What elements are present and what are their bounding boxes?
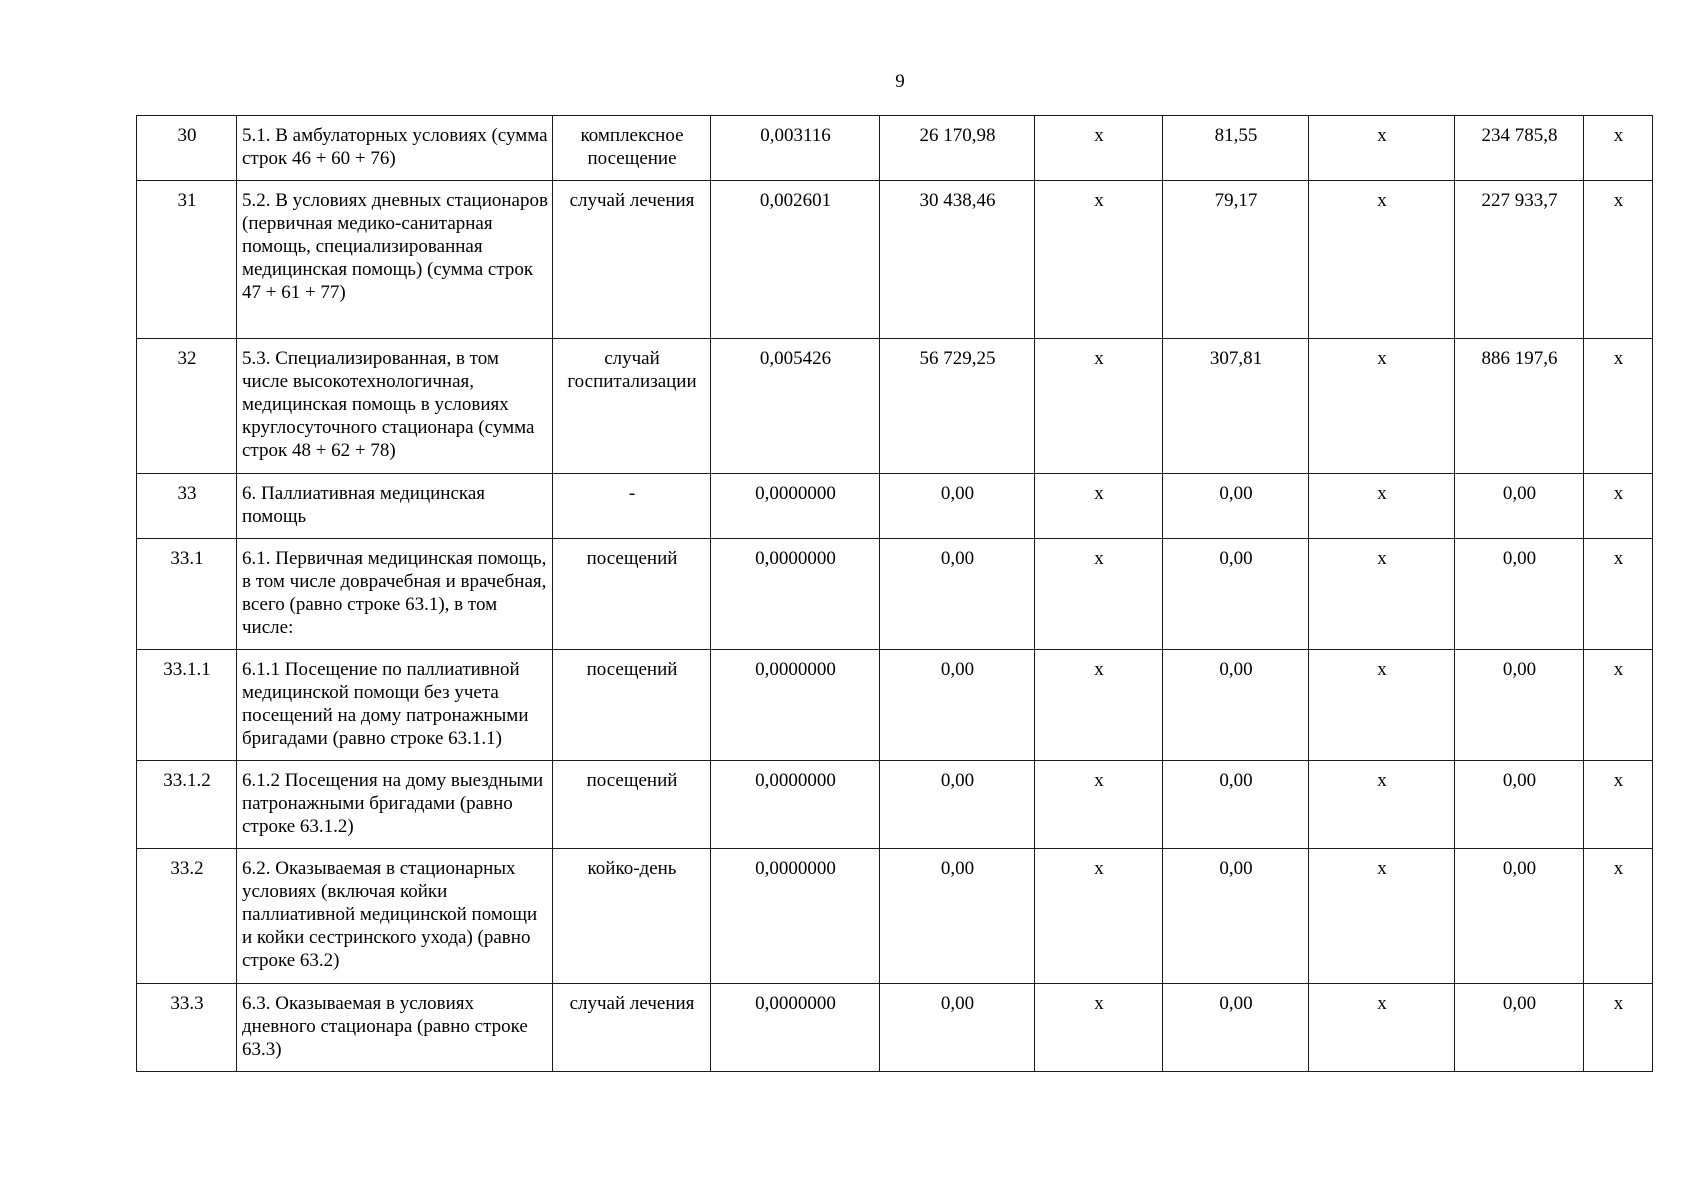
row-unit: посещений bbox=[553, 650, 711, 761]
row-description: 6.1. Первичная медицинская помощь, в том числе доврачебная и врачебная, всего (равно строке 63.1), в том числе: bbox=[237, 539, 553, 650]
table-row bbox=[137, 650, 1653, 761]
row-value-1: 0,0000000 bbox=[711, 761, 880, 849]
table-row bbox=[137, 339, 1653, 474]
row-number: 33.1.1 bbox=[137, 650, 237, 761]
row-value-5: х bbox=[1309, 116, 1455, 181]
data-table bbox=[136, 115, 1653, 1072]
row-value-6: 227 933,7 bbox=[1455, 181, 1584, 339]
row-value-5: х bbox=[1309, 984, 1455, 1072]
row-unit: случай лечения bbox=[553, 984, 711, 1072]
row-value-2: 56 729,25 bbox=[880, 339, 1035, 474]
row-number: 31 bbox=[137, 181, 237, 339]
row-value-7: х bbox=[1584, 181, 1653, 339]
row-value-4: 0,00 bbox=[1163, 539, 1309, 650]
row-value-7: х bbox=[1584, 539, 1653, 650]
row-value-1: 0,002601 bbox=[711, 181, 880, 339]
row-value-4: 0,00 bbox=[1163, 849, 1309, 984]
row-value-7: х bbox=[1584, 650, 1653, 761]
row-value-2: 26 170,98 bbox=[880, 116, 1035, 181]
row-value-4: 307,81 bbox=[1163, 339, 1309, 474]
row-value-3: х bbox=[1035, 849, 1163, 984]
row-number: 33.2 bbox=[137, 849, 237, 984]
row-number: 33.1 bbox=[137, 539, 237, 650]
row-value-4: 81,55 bbox=[1163, 116, 1309, 181]
row-unit: койко-день bbox=[553, 849, 711, 984]
row-description: 5.1. В амбулаторных условиях (сумма строк 46 + 60 + 76) bbox=[237, 116, 553, 181]
row-value-4: 0,00 bbox=[1163, 984, 1309, 1072]
row-description: 6.1.1 Посещение по паллиативной медицинской помощи без учета посещений на дому патронажными бригадами (равно строке 63.1.1) bbox=[237, 650, 553, 761]
row-value-5: х bbox=[1309, 539, 1455, 650]
row-value-6: 0,00 bbox=[1455, 474, 1584, 539]
row-value-5: х bbox=[1309, 761, 1455, 849]
row-value-3: х bbox=[1035, 116, 1163, 181]
row-value-3: х bbox=[1035, 761, 1163, 849]
row-value-1: 0,0000000 bbox=[711, 474, 880, 539]
row-value-1: 0,005426 bbox=[711, 339, 880, 474]
row-value-4: 0,00 bbox=[1163, 761, 1309, 849]
row-description: 6.3. Оказываемая в условиях дневного стационара (равно строке 63.3) bbox=[237, 984, 553, 1072]
table-row bbox=[137, 984, 1653, 1072]
row-value-2: 0,00 bbox=[880, 539, 1035, 650]
row-value-4: 0,00 bbox=[1163, 650, 1309, 761]
row-number: 33.3 bbox=[137, 984, 237, 1072]
row-value-7: х bbox=[1584, 474, 1653, 539]
row-value-4: 0,00 bbox=[1163, 474, 1309, 539]
row-value-6: 234 785,8 bbox=[1455, 116, 1584, 181]
row-value-3: х bbox=[1035, 984, 1163, 1072]
row-value-7: х bbox=[1584, 849, 1653, 984]
table-row bbox=[137, 761, 1653, 849]
row-value-3: х bbox=[1035, 339, 1163, 474]
row-unit: посещений bbox=[553, 761, 711, 849]
table-row bbox=[137, 181, 1653, 339]
table-row bbox=[137, 116, 1653, 181]
row-value-3: х bbox=[1035, 181, 1163, 339]
row-value-1: 0,0000000 bbox=[711, 849, 880, 984]
row-value-5: х bbox=[1309, 474, 1455, 539]
row-value-2: 0,00 bbox=[880, 474, 1035, 539]
row-value-3: х bbox=[1035, 474, 1163, 539]
row-value-7: х bbox=[1584, 339, 1653, 474]
row-value-5: х bbox=[1309, 650, 1455, 761]
row-value-2: 0,00 bbox=[880, 761, 1035, 849]
row-value-2: 0,00 bbox=[880, 984, 1035, 1072]
row-number: 33 bbox=[137, 474, 237, 539]
row-value-6: 0,00 bbox=[1455, 849, 1584, 984]
row-unit: случай лечения bbox=[553, 181, 711, 339]
row-value-1: 0,0000000 bbox=[711, 650, 880, 761]
row-unit: случай госпитализации bbox=[553, 339, 711, 474]
row-description: 5.2. В условиях дневных стационаров (первичная медико-санитарная помощь, специализированная медицинская помощь) (сумма строк 47 + 61 + 77) bbox=[237, 181, 553, 339]
row-value-6: 0,00 bbox=[1455, 984, 1584, 1072]
row-description: 6. Паллиативная медицинская помощь bbox=[237, 474, 553, 539]
row-number: 32 bbox=[137, 339, 237, 474]
row-unit: - bbox=[553, 474, 711, 539]
row-value-7: х bbox=[1584, 116, 1653, 181]
row-value-6: 0,00 bbox=[1455, 650, 1584, 761]
row-value-1: 0,003116 bbox=[711, 116, 880, 181]
row-value-2: 0,00 bbox=[880, 650, 1035, 761]
row-value-3: х bbox=[1035, 650, 1163, 761]
row-value-6: 0,00 bbox=[1455, 761, 1584, 849]
row-value-2: 0,00 bbox=[880, 849, 1035, 984]
row-unit: комплексное посещение bbox=[553, 116, 711, 181]
table-row bbox=[137, 849, 1653, 984]
row-value-1: 0,0000000 bbox=[711, 984, 880, 1072]
table-row bbox=[137, 474, 1653, 539]
row-value-5: х bbox=[1309, 181, 1455, 339]
row-number: 30 bbox=[137, 116, 237, 181]
row-number: 33.1.2 bbox=[137, 761, 237, 849]
row-value-3: х bbox=[1035, 539, 1163, 650]
page-number: 9 bbox=[895, 71, 905, 92]
row-value-7: х bbox=[1584, 984, 1653, 1072]
row-unit: посещений bbox=[553, 539, 711, 650]
row-description: 6.1.2 Посещения на дому выездными патронажными бригадами (равно строке 63.1.2) bbox=[237, 761, 553, 849]
row-value-6: 0,00 bbox=[1455, 539, 1584, 650]
row-value-7: х bbox=[1584, 761, 1653, 849]
row-value-4: 79,17 bbox=[1163, 181, 1309, 339]
row-value-1: 0,0000000 bbox=[711, 539, 880, 650]
table-row bbox=[137, 539, 1653, 650]
row-value-6: 886 197,6 bbox=[1455, 339, 1584, 474]
row-value-5: х bbox=[1309, 339, 1455, 474]
row-value-5: х bbox=[1309, 849, 1455, 984]
row-description: 6.2. Оказываемая в стационарных условиях (включая койки паллиативной медицинской помощи и койки сестринского ухода) (равно строке 63.2) bbox=[237, 849, 553, 984]
row-description: 5.3. Специализированная, в том числе высокотехнологичная, медицинская помощь в условиях круглосуточного стационара (сумма строк 48 + 62 + 78) bbox=[237, 339, 553, 474]
row-value-2: 30 438,46 bbox=[880, 181, 1035, 339]
